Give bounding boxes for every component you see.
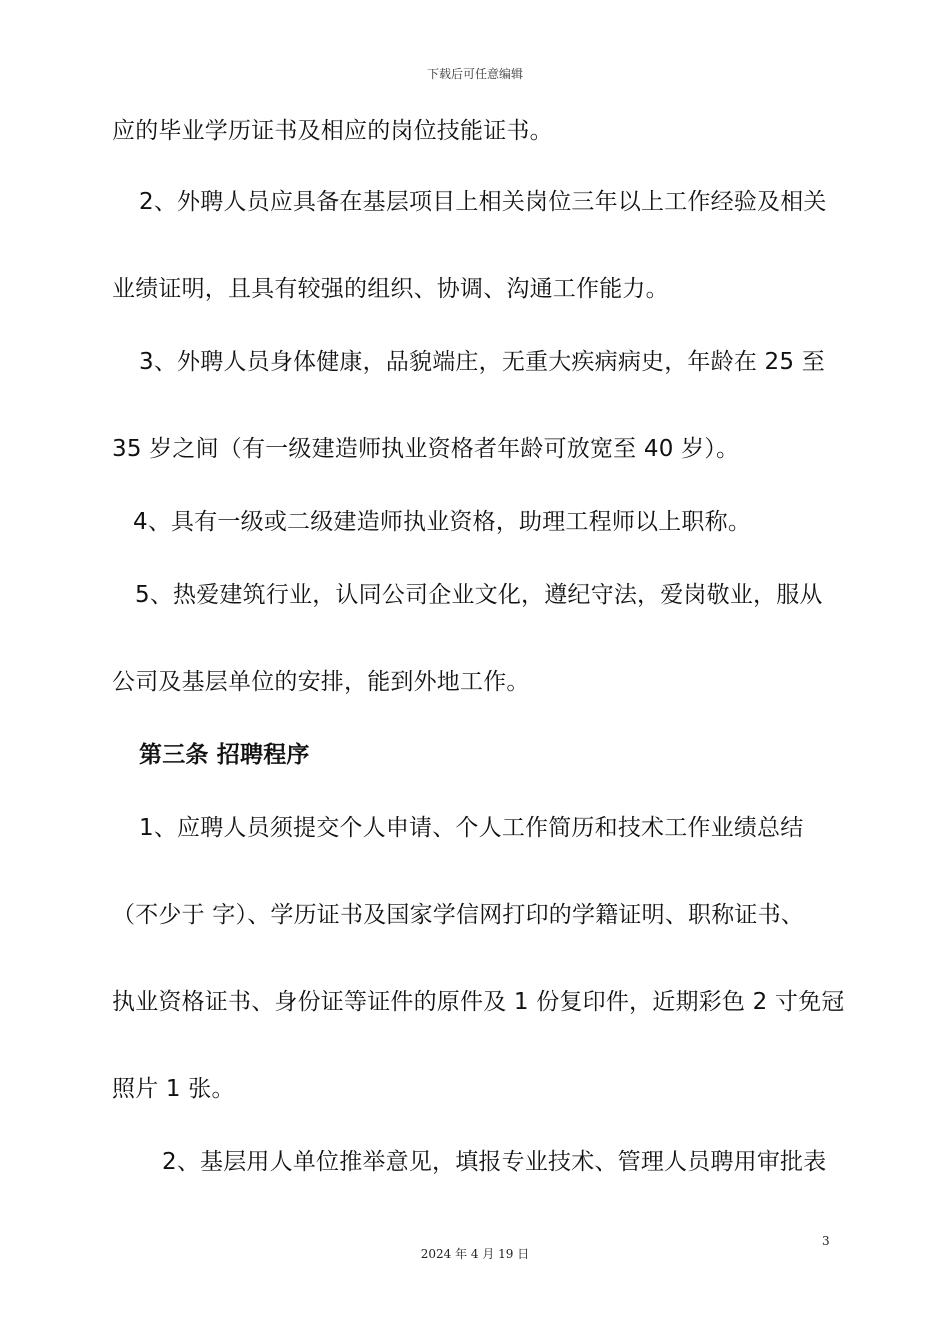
body-line-14: 2、基层用人单位推举意见，填报专业技术、管理人员聘用审批表 [162,1149,827,1175]
body-line-7: 5、热爱建筑行业，认同公司企业文化，遵纪守法，爱岗敬业，服从 [135,582,823,608]
page-number: 3 [822,1234,830,1248]
body-line-1: 应的毕业学历证书及相应的岗位技能证书。 [112,118,553,144]
body-line-5: 35 岁之间（有一级建造师执业资格者年龄可放宽至 40 岁）。 [112,436,740,462]
body-line-2: 2、外聘人员应具备在基层项目上相关岗位三年以上工作经验及相关 [139,189,827,215]
body-line-10: 1、应聘人员须提交个人申请、个人工作简历和技术工作业绩总结 [139,815,804,841]
body-line-8: 公司及基层单位的安排，能到外地工作。 [112,669,530,695]
footer-date: 2024 年 4 月 19 日 [420,1247,530,1261]
body-line-11: （不少于 字）、学历证书及国家学信网打印的学籍证明、职称证书、 [112,902,805,928]
body-line-13: 照片 1 张。 [112,1076,235,1102]
body-line-3: 业绩证明，且具有较强的组织、协调、沟通工作能力。 [112,276,669,302]
page-header-note: 下载后可任意编辑 [426,67,523,81]
section-heading: 第三条 招聘程序 [139,742,310,768]
body-line-12: 执业资格证书、身份证等证件的原件及 1 份复印件，近期彩色 2 寸免冠 [112,989,845,1015]
body-line-4: 3、外聘人员身体健康，品貌端庄，无重大疾病病史，年龄在 25 至 [139,349,825,375]
body-line-6: 4、具有一级或二级建造师执业资格，助理工程师以上职称。 [133,509,752,535]
